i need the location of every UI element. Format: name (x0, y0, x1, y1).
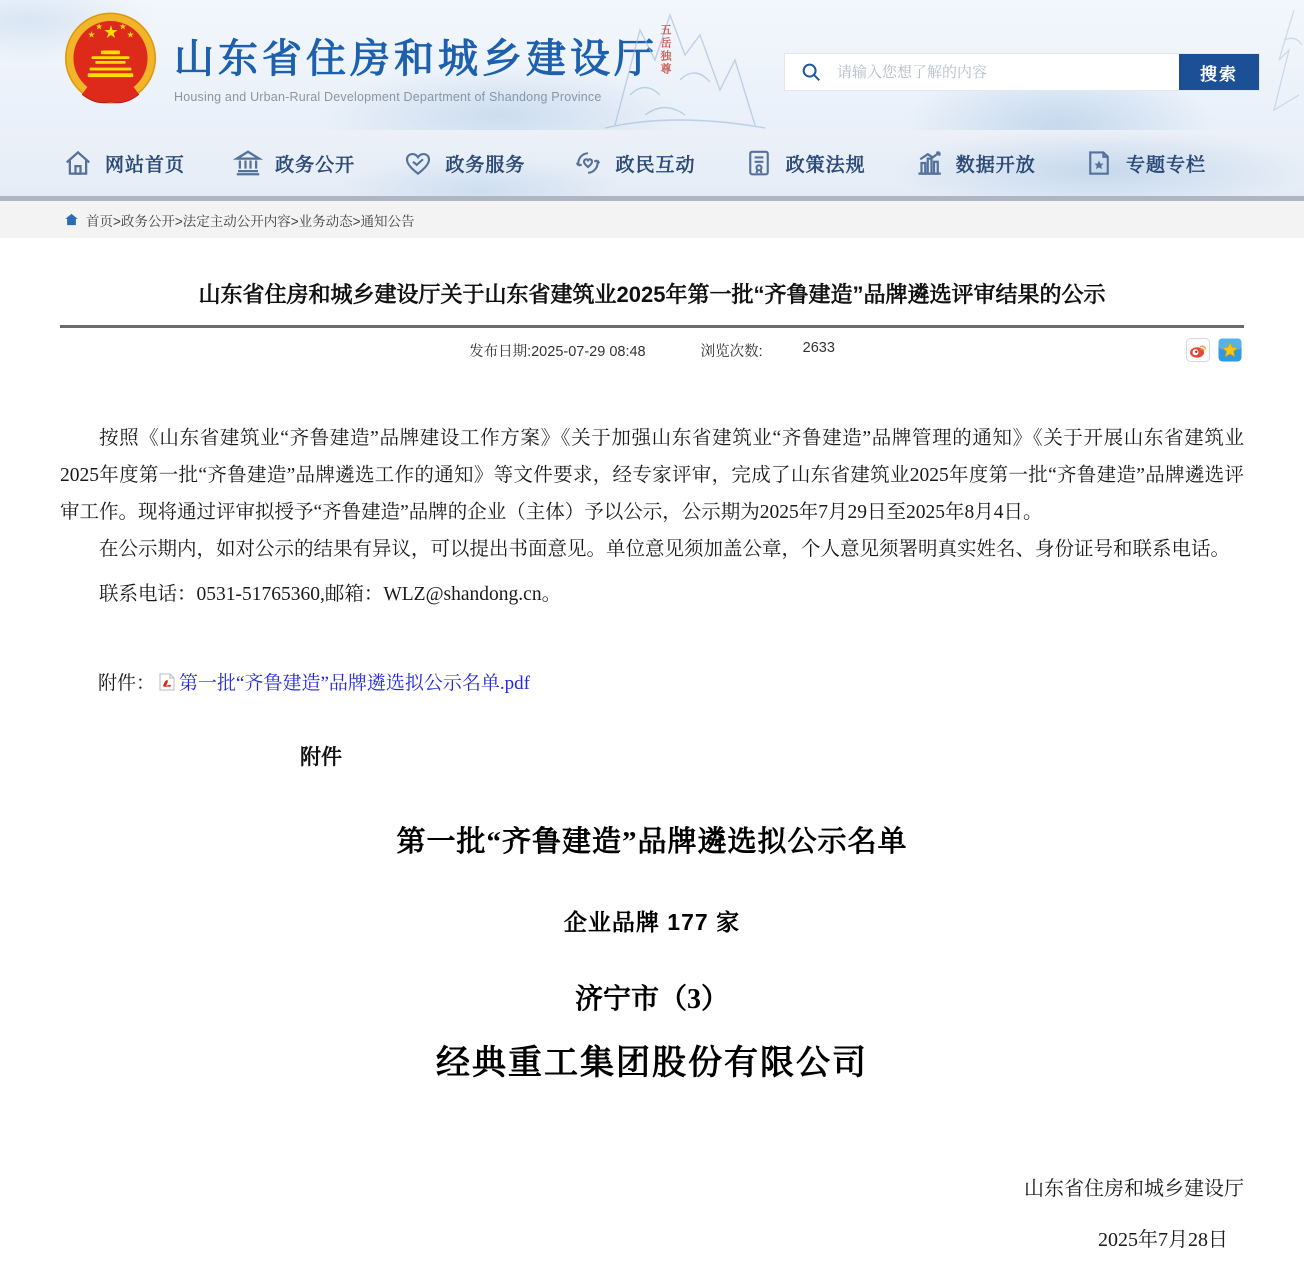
doc-company-name: 经典重工集团股份有限公司 (436, 1045, 868, 1082)
view-count (701, 340, 835, 361)
handshake-heart-icon (403, 148, 433, 178)
attachment-document-preview (60, 741, 1244, 1252)
bar-chart-icon (914, 148, 944, 178)
search-icon (785, 54, 837, 90)
doc-city-heading: 济宁市（3） (574, 984, 729, 1015)
views-value: 2633 (802, 339, 835, 356)
pdf-file-icon (159, 673, 175, 691)
nav-item-public-interaction[interactable] (573, 148, 695, 178)
interaction-cycle-icon (573, 148, 603, 178)
search-button[interactable]: 搜索 (1179, 54, 1259, 90)
site-brand (63, 10, 658, 110)
nav-item-policies[interactable] (744, 148, 866, 178)
doc-subtitle: 企业品牌 177 家 (563, 909, 741, 935)
paragraph: 在公示期内，如对公示的结果有异议，可以提出书面意见。单位意见须加盖公章，个人意见须署明真实姓名、身份证号和联系电话。 (99, 539, 1231, 560)
nav-label: 数据开放 (955, 154, 1036, 176)
nav-label: 政民互动 (615, 154, 696, 176)
nav-label: 网站首页 (105, 154, 186, 176)
site-search (784, 53, 1260, 91)
breadcrumb-path[interactable]: 首页>政务公开>法定主动公开内容>业务动态>通知公告 (86, 213, 415, 229)
attachment-link[interactable]: 第一批“齐鲁建造”品牌遴选拟公示名单.pdf (179, 673, 530, 694)
nav-label: 专题专栏 (1125, 154, 1206, 176)
nav-item-home[interactable] (63, 148, 185, 178)
site-title: 山东省住房和城乡建设厅 (174, 36, 658, 81)
search-input[interactable] (837, 54, 1179, 90)
nav-label: 政务服务 (445, 154, 526, 176)
home-icon (63, 148, 93, 178)
government-building-icon (233, 148, 263, 178)
breadcrumb (0, 201, 1304, 238)
weibo-share-icon[interactable] (1186, 338, 1210, 362)
nav-item-open-data[interactable] (914, 148, 1036, 178)
main-nav (0, 130, 1304, 196)
attachment-row (60, 668, 1244, 695)
article-title: 山东省住房和城乡建设厅关于山东省建筑业2025年第一批“齐鲁建造”品牌遴选评审结果的公示 (198, 282, 1106, 307)
doc-attachment-label: 附件 (300, 746, 342, 769)
qzone-share-icon[interactable] (1218, 338, 1242, 362)
star-page-icon (1084, 148, 1114, 178)
paragraph: 按照《山东省建筑业“齐鲁建造”品牌建设工作方案》《关于加强山东省建筑业“齐鲁建造”品牌管理的通知》《关于开展山东省建筑业2025年度第一批“齐鲁建造”品牌遴选工作的通知》等文件要求，经专家评审，完成了山东省建筑业2025年度第一批“齐鲁建造”品牌遴选评审工作。现将通过评审拟授予“齐鲁建造”品牌的企业（主体）予以公示，公示期为2025年7月29日至2025年8月4日。 (60, 428, 1244, 523)
seal-decoration-text: 五岳独尊 (659, 24, 671, 76)
doc-signature: 山东省住房和城乡建设厅 (1024, 1178, 1244, 1200)
publish-date: 发布日期:2025-07-29 08:48 (469, 343, 646, 360)
nav-item-gov-services[interactable] (403, 148, 525, 178)
doc-title: 第一批“齐鲁建造”品牌遴选拟公示名单 (396, 826, 908, 858)
article-content (0, 278, 1304, 1252)
share-buttons (1186, 338, 1242, 362)
attachment-label: 附件： (98, 673, 156, 694)
nav-item-special-columns[interactable] (1084, 148, 1206, 178)
views-label: 浏览次数: (700, 343, 763, 360)
breadcrumb-home-icon (64, 212, 79, 227)
nav-item-gov-disclosure[interactable] (233, 148, 355, 178)
nav-label: 政务公开 (275, 154, 356, 176)
contact-info: 联系电话：0531-51765360,邮箱：WLZ@shandong.cn。 (99, 584, 562, 605)
article-meta (60, 328, 1244, 372)
site-subtitle: Housing and Urban-Rural Development Department of Shandong Province (174, 89, 602, 104)
national-emblem-logo (63, 10, 158, 110)
article-body (60, 420, 1244, 568)
nav-label: 政策法规 (785, 154, 866, 176)
brand-text (174, 17, 658, 104)
site-banner (0, 0, 1304, 130)
policy-document-icon (744, 148, 774, 178)
doc-date: 2025年7月28日 (1098, 1229, 1228, 1251)
